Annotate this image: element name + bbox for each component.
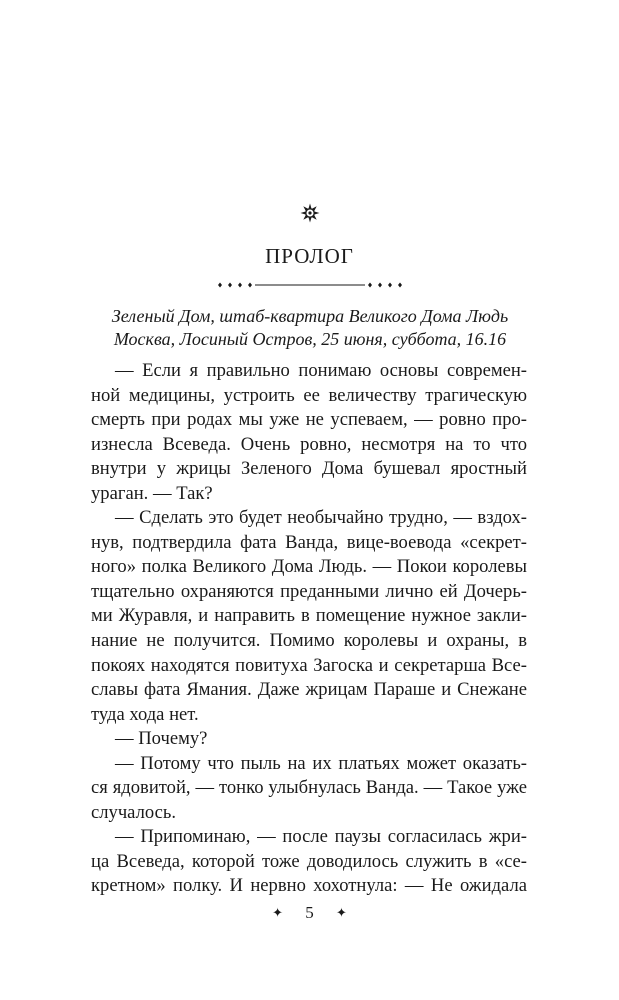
epigraph-location: Зеленый Дом, штаб-квартира Великого Дома Людь xyxy=(111,306,509,326)
chapter-ornament xyxy=(0,203,619,228)
text-line: — Сделать это будет необычайно трудно, — вздох- xyxy=(115,507,527,529)
text-line: смерть при родах мы уже не успеваем, — ровно про- xyxy=(91,409,527,431)
text-line: изнесла Всеведа. Очень ровно, несмотря на то что xyxy=(91,433,527,455)
text-line: ца Всеведа, которой тоже доводилось служить в «се- xyxy=(91,850,527,872)
page-number: 5 xyxy=(305,903,314,923)
text-line: ми Журавля, и направить в помещение нужное закли- xyxy=(91,605,527,627)
text-line: славы фата Ямания. Даже жрицам Параше и Снежане xyxy=(91,679,527,701)
text-line: ной медицины, устроить ее величеству трагическую xyxy=(91,384,527,406)
body-text xyxy=(91,359,527,899)
text-line: ного» полка Великого Дома Людь. — Покои королевы xyxy=(91,556,527,578)
text-line: нание не получится. Помимо королевы и охраны, в xyxy=(91,630,527,652)
text-line: нув, подтвердила фата Ванда, вице-воевода «секрет- xyxy=(91,531,527,553)
text-line: — Припоминаю, — после паузы согласилась жри- xyxy=(115,826,527,848)
dotted-divider-icon xyxy=(215,281,405,289)
text-line: туда хода нет. xyxy=(91,703,199,725)
text-line: — Потому что пыль на их платьях может оказать- xyxy=(115,752,527,774)
four-point-star-icon: ✦ xyxy=(336,905,347,921)
text-line: случалось. xyxy=(91,801,177,823)
sun-star-ornament-icon xyxy=(300,203,320,223)
text-line: ся ядовитой, — тонко улыбнулась Ванда. — Такое уже xyxy=(91,777,527,799)
text-line: внутри у жрицы Зеленого Дома бушевал яростный xyxy=(91,458,527,480)
chapter-title: ПРОЛОГ xyxy=(265,244,354,268)
text-line: кретном» полку. И нервно хохотнула: — Не ожидала xyxy=(91,875,527,897)
text-line: ураган. — Так? xyxy=(91,482,213,504)
epigraph-datetime: Москва, Лосиный Остров, 25 июня, суббота, 16.16 xyxy=(113,329,507,349)
title-divider xyxy=(0,276,619,294)
text-line: — Если я правильно понимаю основы современ- xyxy=(115,360,527,381)
page-footer xyxy=(0,902,619,923)
text-line: тщательно охраняются преданными лично ей Дочерь- xyxy=(91,580,527,602)
epigraph xyxy=(90,305,530,351)
text-line: покоях находятся повитуха Загоска и секретарша Все- xyxy=(91,654,527,676)
text-line: — Почему? xyxy=(115,728,208,750)
four-point-star-icon: ✦ xyxy=(272,905,283,921)
